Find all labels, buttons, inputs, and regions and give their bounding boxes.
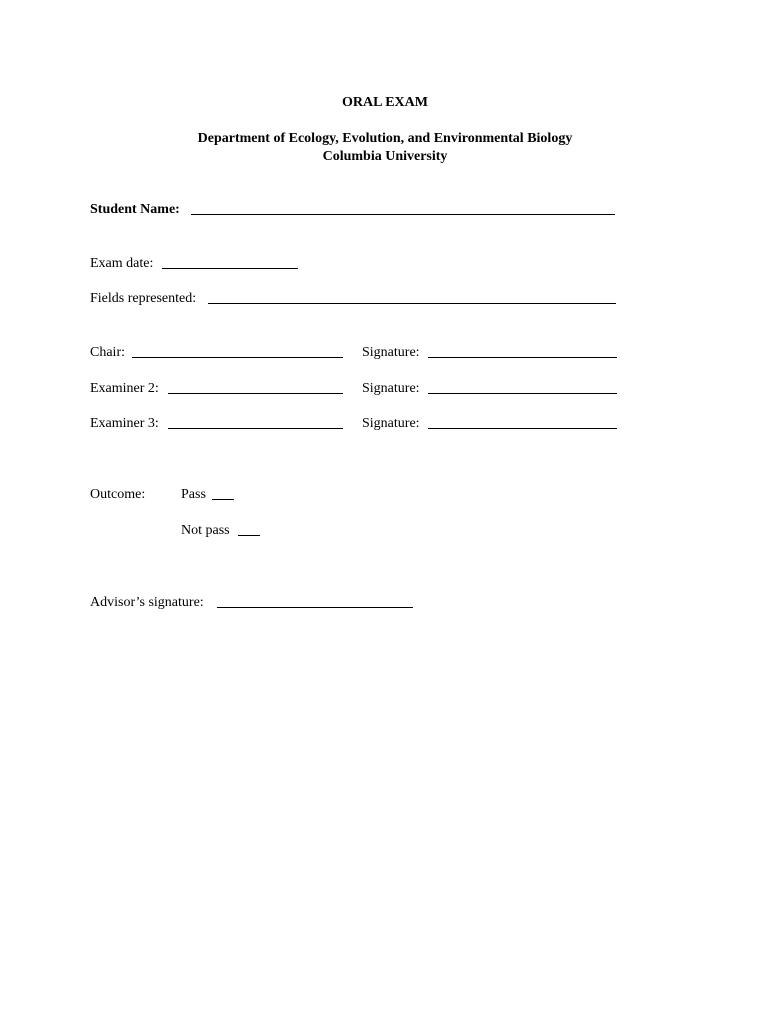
fields-represented-field[interactable] (208, 303, 616, 304)
pass-label: Pass (181, 487, 206, 502)
examiner-3-signature-label: Signature: (362, 416, 420, 431)
university-name: Columbia University (322, 149, 448, 164)
pass-mark-field[interactable] (212, 499, 234, 500)
chair-signature-label: Signature: (362, 345, 420, 360)
chair-label: Chair: (90, 345, 125, 360)
chair-signature-field[interactable] (428, 357, 617, 358)
examiner-3-field[interactable] (168, 428, 343, 429)
department-name: Department of Ecology, Evolution, and Environmental Biology (197, 131, 573, 146)
form-title: ORAL EXAM (342, 95, 428, 110)
advisor-signature-label: Advisor’s signature: (90, 595, 204, 610)
not-pass-mark-field[interactable] (238, 535, 260, 536)
student-name-field[interactable] (191, 214, 615, 215)
student-name-label: Student Name: (90, 202, 180, 217)
examiner-2-signature-field[interactable] (428, 393, 617, 394)
examiner-2-label: Examiner 2: (90, 381, 159, 396)
outcome-label: Outcome: (90, 487, 146, 502)
examiner-2-field[interactable] (168, 393, 343, 394)
examiner-2-signature-label: Signature: (362, 381, 420, 396)
not-pass-label: Not pass (181, 523, 230, 538)
chair-field[interactable] (132, 357, 343, 358)
advisor-signature-field[interactable] (217, 607, 413, 608)
exam-date-label: Exam date: (90, 256, 154, 271)
examiner-3-label: Examiner 3: (90, 416, 159, 431)
exam-date-field[interactable] (162, 268, 298, 269)
examiner-3-signature-field[interactable] (428, 428, 617, 429)
fields-represented-label: Fields represented: (90, 291, 197, 306)
